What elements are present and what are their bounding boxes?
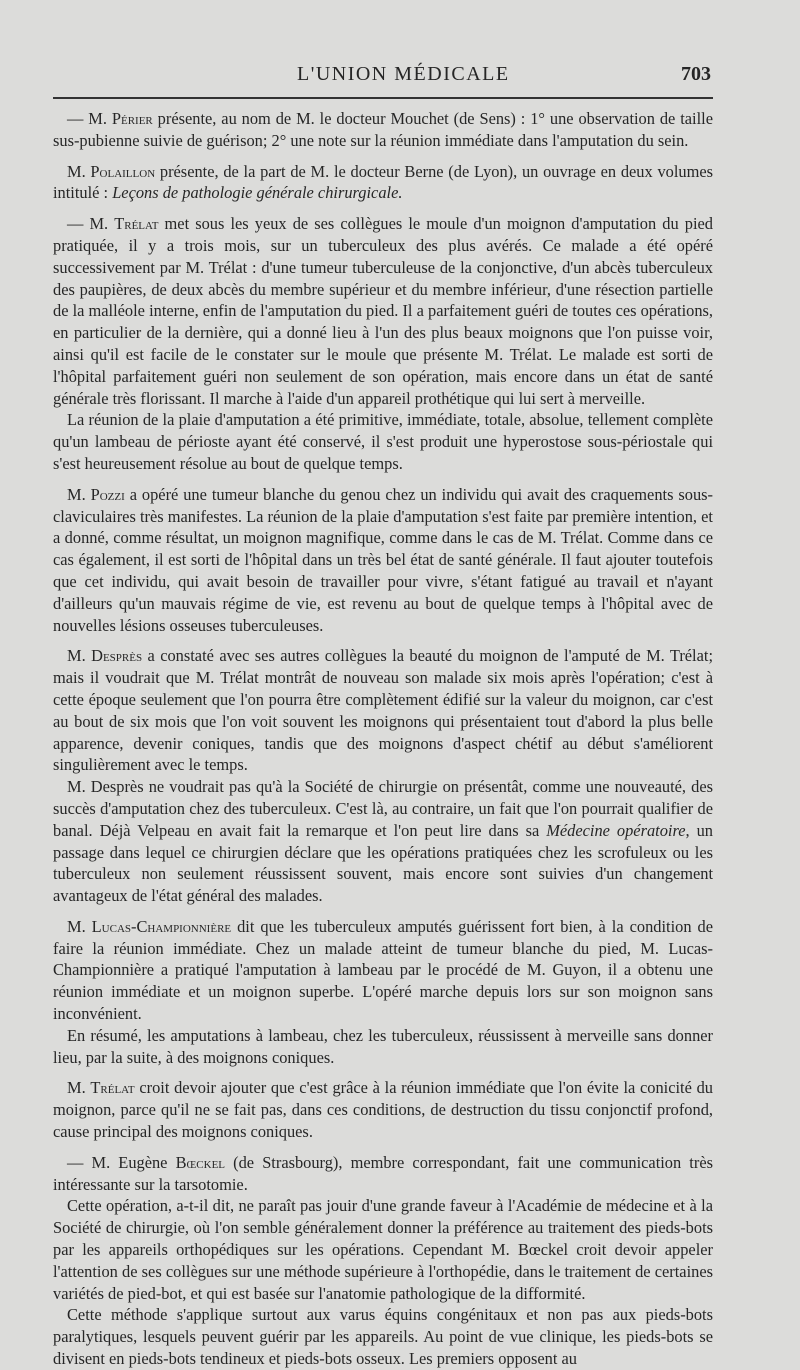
book-title: Leçons de pathologie générale chirurgicale. <box>112 183 403 203</box>
paragraph: M. Polaillon présente, de la part de M. le docteur Berne (de Lyon), un ouvrage en deux volumes intitulé : Leçons de pathologie générale chirurgicale. <box>53 161 713 203</box>
speaker-name: Polaillon <box>90 161 156 181</box>
book-title: Médecine opératoire <box>546 820 686 840</box>
paragraph: — M. Périer présente, au nom de M. le docteur Mouchet (de Sens) : 1° une observation de taille sus-pubienne suivie de guérison; 2° une note sur la réunion immédiate dans l'amputation du sein. <box>53 109 713 150</box>
paragraph: — M. Eugène Bœckel (de Strasbourg), membre correspondant, fait une communication très intéressante sur la tarsotomie. <box>53 1152 713 1194</box>
paragraph: M. Trélat croit devoir ajouter que c'est grâce à la réunion immédiate que l'on évite la conicité du moignon, parce qu'il ne se fait pas, dans ces conditions, de destruction du tissu conjonctif profond, cause principal des moignons coniques. <box>53 1078 713 1142</box>
speaker-name: Périer <box>111 109 153 128</box>
paragraph: M. Pozzi a opéré une tumeur blanche du genou chez un individu qui avait des craquements sous-claviculaires très manifestes. La réunion de la plaie d'amputation s'est faite par première intention, et a donné, comme résultat, un moignon magnifique, comme dans le cas de M. Trélat. Comme dans ce cas également, il est sorti de l'hôpital dans un très bel état de santé générale. Il faut ajouter toutefois que cet individu, qui avait besoin de travailler pour vivre, s'étant fatigué au travail et n'ayant d'ailleurs qu'un mauvais régime de vie, est revenu au bout de quelque temps à l'hôpital avec de nouvelles lésions osseuses tuberculeuses. <box>53 484 713 635</box>
speaker-name: Pozzi <box>90 484 125 504</box>
paragraph: La réunion de la plaie d'amputation a été primitive, immédiate, totale, absolue, tellement complète qu'un lambeau de périoste ayant été conservé, il s'est produit une hyperostose sous-périostale qui s'est heureusement résolue au bout de quelque temps. <box>53 410 713 473</box>
article-body <box>53 96 713 1370</box>
speaker-name: Lucas-Championnière <box>91 916 232 936</box>
paragraph: M. Lucas-Championnière dit que les tuberculeux amputés guérissent fort bien, à la condition de faire la réunion immédiate. Chez un malade atteint de tumeur blanche du pied, M. Lucas-Championnière a pratiqué l'amputation à lambeau par le procédé de M. Guyon, il a obtenu une réunion immédiate et un moignon superbe. L'opéré marche depuis lors sur son moignon sans inconvénient. <box>53 916 713 1024</box>
paragraph: Cette opération, a-t-il dit, ne paraît pas jouir d'une grande faveur à l'Académie de médecine et à la Société de chirurgie, où l'on semble généralement donner la préférence au traitement des pieds-bots par les appareils orthopédiques sur les opérations. Cependant M. Bœckel croit devoir appeler l'attention de ses collègues sur une méthode supérieure à l'orthopédie, dans le traitement de certaines variétés de pied-bot, et qui est basée sur l'anatomie pathologique de la difformité. <box>53 1196 713 1303</box>
page-number: 703 <box>681 63 711 85</box>
paragraph: M. Desprès a constaté avec ses autres collègues la beauté du moignon de l'amputé de M. Trélat; mais il voudrait que M. Trélat montrât de nouveau son malade six mois après l'opération; c'est à cette époque seulement que l'on pourra être complètement édifié sur la valeur du moignon, car c'est au bout de six mois que l'on voit souvent les moignons qui présentaient tout d'abord la plus belle apparence, devenir coniques, tandis que des moignons d'aspect chétif au début s'améliorent singulièrement avec le temps. <box>53 646 713 775</box>
speaker-name: Desprès <box>91 646 143 666</box>
header-rule <box>53 97 713 99</box>
journal-title: L'UNION MÉDICALE <box>297 63 510 85</box>
paragraph: Cette méthode s'applique surtout aux varus équins congénitaux et non pas aux pieds-bots paralytiques, lesquels peuvent guérir par les appareils. Au point de vue clinique, les pieds-bots se divisent en pieds-bots tendineux et pieds-bots osseux. Les premiers opposent au <box>53 1305 713 1369</box>
paragraph: M. Desprès ne voudrait pas qu'à la Société de chirurgie on présentât, comme une nouveauté, des succès d'amputation chez des tuberculeux. C'est là, au contraire, un fait que l'on pourrait qualifier de banal. Déjà Velpeau en avait fait la remarque et l'on peut lire dans sa Médecine opératoire, un passage dans lequel ce chirurgien déclare que les opérations pratiquées chez les scrofuleux ou les tuberculeux non seulement réussissent souvent, mais encore sont suivies d'un changement avantageux de l'état général des malades. <box>53 777 713 906</box>
paragraph: — M. Trélat met sous les yeux de ses collègues le moule d'un moignon d'amputation du pied pratiquée, il y a trois mois, sur un tuberculeux des plus avérés. Ce malade a été opéré successivement par M. Trélat : d'une tumeur tuberculeuse de la conjonctive, d'un abcès tuberculeux des paupières, de deux abcès du membre supérieur et du membre inférieur, d'une résection partielle de la malléole interne, enfin de l'amputation du pied. Il a parfaitement guéri de toutes ces opérations, en particulier de la dernière, qui a donné lieu à l'un des plus beaux moignons que l'on puisse voir, ainsi qu'il est facile de le constater sur le moule que présente M. Trélat. Le malade est sorti de l'hôpital parfaitement guéri non seulement de son opération, mais encore dans un état de santé générale très florissant. Il marche à l'aide d'un appareil prothétique qui lui sert à merveille. <box>53 214 713 408</box>
running-header <box>53 0 713 96</box>
speaker-name: Trélat <box>90 1078 135 1098</box>
speaker-name: Trélat <box>114 214 159 234</box>
paragraph: En résumé, les amputations à lambeau, chez les tuberculeux, réussissent à merveille sans donner lieu, par la suite, à des moignons coniques. <box>53 1025 713 1067</box>
speaker-name: Bœckel <box>175 1152 226 1172</box>
